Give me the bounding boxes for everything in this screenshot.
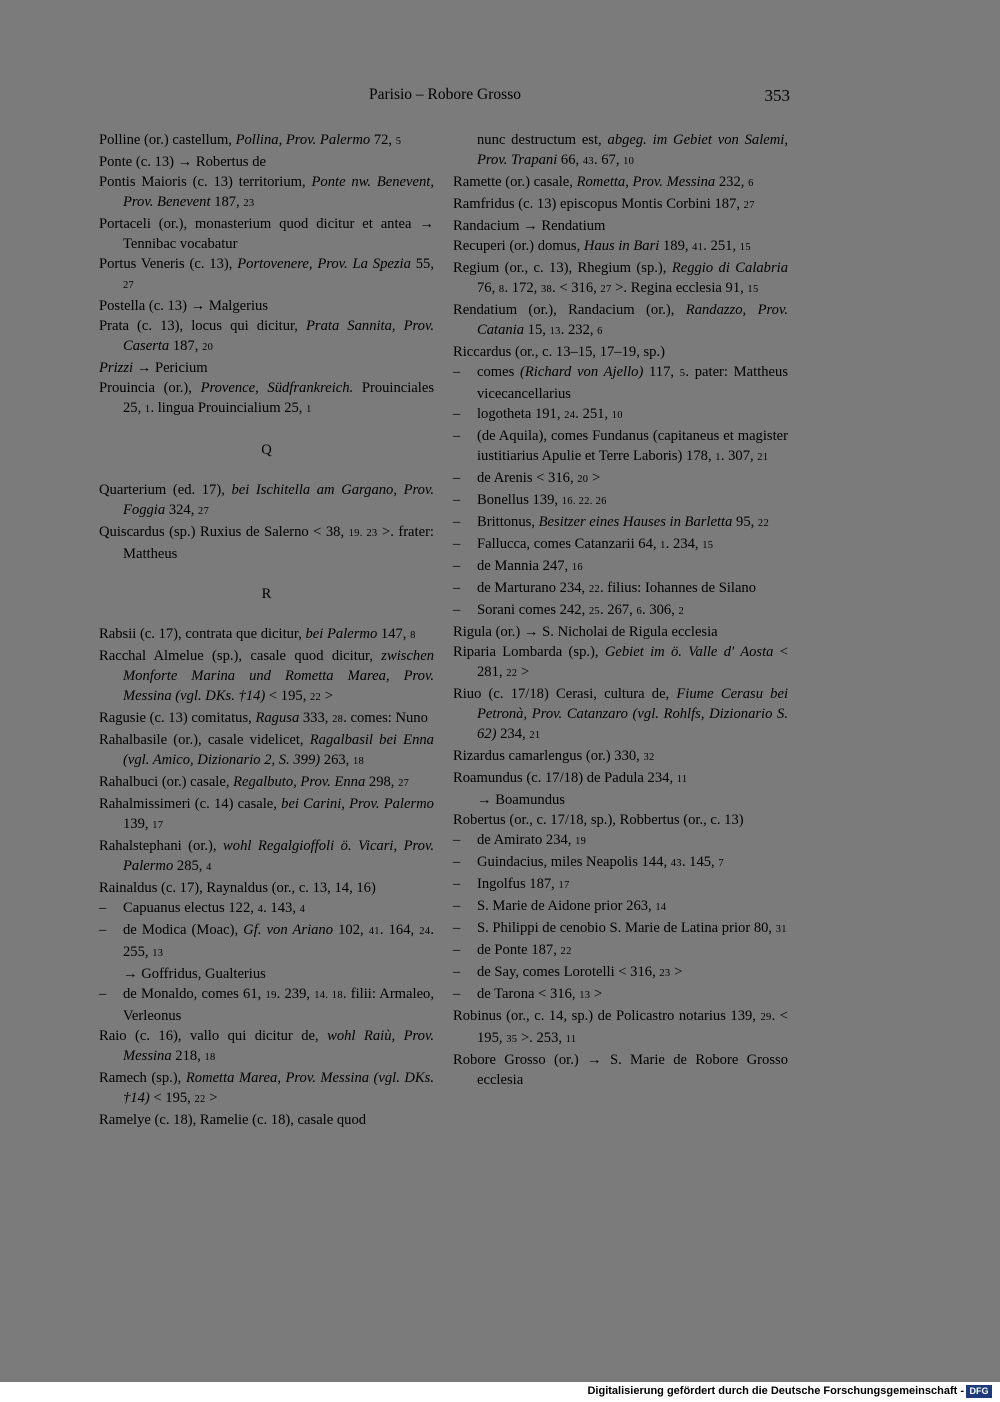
index-entry: Roamundus (c. 17/18) de Padula 234, 11	[453, 770, 688, 786]
index-subentry: – (de Aquila), comes Fundanus (capitaneus et magister iustitiarius Apulie et Terre Laboris) 178, 1. 307, 21	[453, 428, 788, 464]
index-subentry: – Brittonus, Besitzer eines Hauses in Barletta 95, 22	[453, 514, 770, 530]
index-entry: Ponte (c. 13) → Robertus de	[99, 154, 266, 170]
index-entry: Robore Grosso (or.) → S. Marie de Robore Grosso ecclesia	[453, 1052, 788, 1088]
index-entry: Randacium → Rendatium	[453, 218, 606, 234]
right-column	[453, 130, 788, 1090]
index-subentry: – Bonellus 139, 16. 22. 26	[453, 492, 607, 508]
index-entry: Ramelye (c. 18), Ramelie (c. 18), casale quod	[99, 1112, 367, 1128]
index-entry: Prouincia (or.), Provence, Südfrankreich. Prouinciales 25, 1. lingua Prouincialium 25, 1	[99, 380, 434, 416]
index-entry: Ramfridus (c. 13) episcopus Montis Corbini 187, 27	[453, 196, 755, 212]
index-subentry: – S. Marie de Aidone prior 263, 14	[453, 898, 667, 914]
index-entry: Pontis Maioris (c. 13) territorium, Ponte nw. Benevent, Prov. Benevent 187, 23	[99, 174, 434, 210]
index-subentry: – de Modica (Moac), Gf. von Ariano 102, 41. 164, 24. 255, 13	[99, 922, 434, 960]
funding-note: Digitalisierung gefördert durch die Deutsche Forschungsgemeinschaft -	[587, 1385, 964, 1397]
index-entry: Portus Veneris (c. 13), Portovenere, Prov. La Spezia 55, 27	[99, 256, 434, 291]
index-continuation: → Goffridus, Gualterius	[123, 966, 266, 982]
index-entry: Prata (c. 13), locus qui dicitur, Prata Sannita, Prov. Caserta 187, 20	[99, 318, 434, 354]
index-entry: Ramette (or.) casale, Rometta, Prov. Messina 232, 6	[453, 174, 754, 190]
index-entry: Rigula (or.) → S. Nicholai de Rigula ecclesia	[453, 624, 718, 640]
index-entry: Prizzi → Pericium	[99, 360, 208, 376]
section-letter: R	[261, 586, 272, 602]
index-continuation: → Boamundus	[477, 792, 565, 808]
index-entry: Rainaldus (c. 17), Raynaldus (or., c. 13, 14, 16)	[99, 880, 376, 896]
index-entry: Ragusie (c. 13) comitatus, Ragusa 333, 28. comes: Nuno	[99, 710, 428, 726]
index-continuation: nunc destructum est, abgeg. im Gebiet von Salemi, Prov. Trapani 66, 43. 67, 10	[477, 132, 788, 168]
index-entry: Rendatium (or.), Randacium (or.), Randazzo, Prov. Catania 15, 13. 232, 6	[453, 302, 788, 338]
index-subentry: – de Mannia 247, 16	[453, 558, 583, 574]
index-entry: Polline (or.) castellum, Pollina, Prov. Palermo 72, 5	[99, 132, 402, 148]
index-entry: Robinus (or., c. 14, sp.) de Policastro notarius 139, 29. < 195, 35 >. 253, 11	[453, 1008, 788, 1046]
index-entry: Rahalmissimeri (c. 14) casale, bei Carini, Prov. Palermo 139, 17	[99, 796, 434, 832]
index-entry: Riuo (c. 17/18) Cerasi, cultura de, Fiume Cerasu bei Petronà, Prov. Catanzaro (vgl. Rohlfs, Dizionario S. 62) 234, 21	[453, 686, 788, 742]
index-entry: Ramech (sp.), Rometta Marea, Prov. Messina (vgl. DKs. †14) < 195, 22 >	[99, 1070, 434, 1106]
index-entry: Riccardus (or., c. 13–15, 17–19, sp.)	[453, 344, 665, 360]
index-entry: Rizardus camarlengus (or.) 330, 32	[453, 748, 655, 764]
index-subentry: – de Marturano 234, 22. filius: Iohannes de Silano	[453, 580, 757, 596]
index-entry: Postella (c. 13) → Malgerius	[99, 298, 269, 314]
index-entry: Rabsii (c. 17), contrata que dicitur, bei Palermo 147, 8	[99, 626, 416, 642]
index-entry: Quarterium (ed. 17), bei Ischitella am Gargano, Prov. Foggia 324, 27	[99, 482, 434, 518]
dfg-logo: DFG	[966, 1385, 992, 1398]
index-subentry: – de Say, comes Lorotelli < 316, 23 >	[453, 964, 683, 980]
index-subentry: – Sorani comes 242, 25. 267, 6. 306, 2	[453, 602, 685, 618]
index-entry: Riparia Lombarda (sp.), Gebiet im ö. Valle d' Aosta < 281, 22 >	[453, 644, 788, 680]
index-subentry: – de Ponte 187, 22	[453, 942, 572, 958]
index-subentry: – Ingolfus 187, 17	[453, 876, 570, 892]
index-subentry: – Capuanus electus 122, 4. 143, 4	[99, 900, 306, 916]
index-entry: Rahalbasile (or.), casale videlicet, Ragalbasil bei Enna (vgl. Amico, Dizionario 2, S. 399) 263, 18	[99, 732, 434, 768]
index-entry: Robertus (or., c. 17/18, sp.), Robbertus (or., c. 13)	[453, 812, 744, 828]
index-subentry: – de Monaldo, comes 61, 19. 239, 14. 18. filii: Armaleo, Verleonus	[99, 986, 434, 1024]
index-entry: Portaceli (or.), monasterium quod dicitur et antea → Tennibac vocabatur	[99, 216, 434, 252]
index-entry: Racchal Almelue (sp.), casale quod dicitur, zwischen Monforte Marina und Rometta Marea, Prov. Messina (vgl. DKs. †14) < 195, 22 >	[99, 648, 434, 704]
index-subentry: – Guindacius, miles Neapolis 144, 43. 145, 7	[453, 854, 724, 870]
page-number: 353	[764, 86, 790, 105]
index-subentry: – Fallucca, comes Catanzarii 64, 1. 234, 15	[453, 536, 714, 552]
index-entry: Quiscardus (sp.) Ruxius de Salerno < 38, 19. 23 >. frater: Mattheus	[99, 524, 434, 562]
index-entry: Regium (or., c. 13), Rhegium (sp.), Reggio di Calabria 76, 8. 172, 38. < 316, 27 >. Regina ecclesia 91, 15	[453, 260, 788, 296]
index-entry: Raio (c. 16), vallo qui dicitur de, wohl Raiù, Prov. Messina 218, 18	[99, 1028, 434, 1064]
index-entry: Recuperi (or.) domus, Haus in Bari 189, 41. 251, 15	[453, 238, 751, 254]
running-head	[100, 86, 790, 110]
section-letter: Q	[261, 442, 272, 458]
index-subentry: – comes (Richard von Ajello) 117, 5. pater: Mattheus vicecancellarius	[453, 364, 788, 402]
index-subentry: – logotheta 191, 24. 251, 10	[453, 406, 623, 422]
index-entry: Rahalstephani (or.), wohl Regalgioffoli ö. Vicari, Prov. Palermo 285, 4	[99, 838, 435, 874]
index-subentry: – de Amirato 234, 19	[453, 832, 587, 848]
running-title: Parisio – Robore Grosso	[369, 86, 521, 103]
index-subentry: – de Tarona < 316, 13 >	[453, 986, 603, 1002]
footer-bar	[0, 1382, 1000, 1402]
left-column	[99, 130, 434, 1130]
index-entry: Rahalbuci (or.) casale, Regalbuto, Prov. Enna 298, 27	[99, 774, 410, 790]
index-subentry: – de Arenis < 316, 20 >	[453, 470, 601, 486]
index-subentry: – S. Philippi de cenobio S. Marie de Latina prior 80, 31	[453, 920, 787, 936]
